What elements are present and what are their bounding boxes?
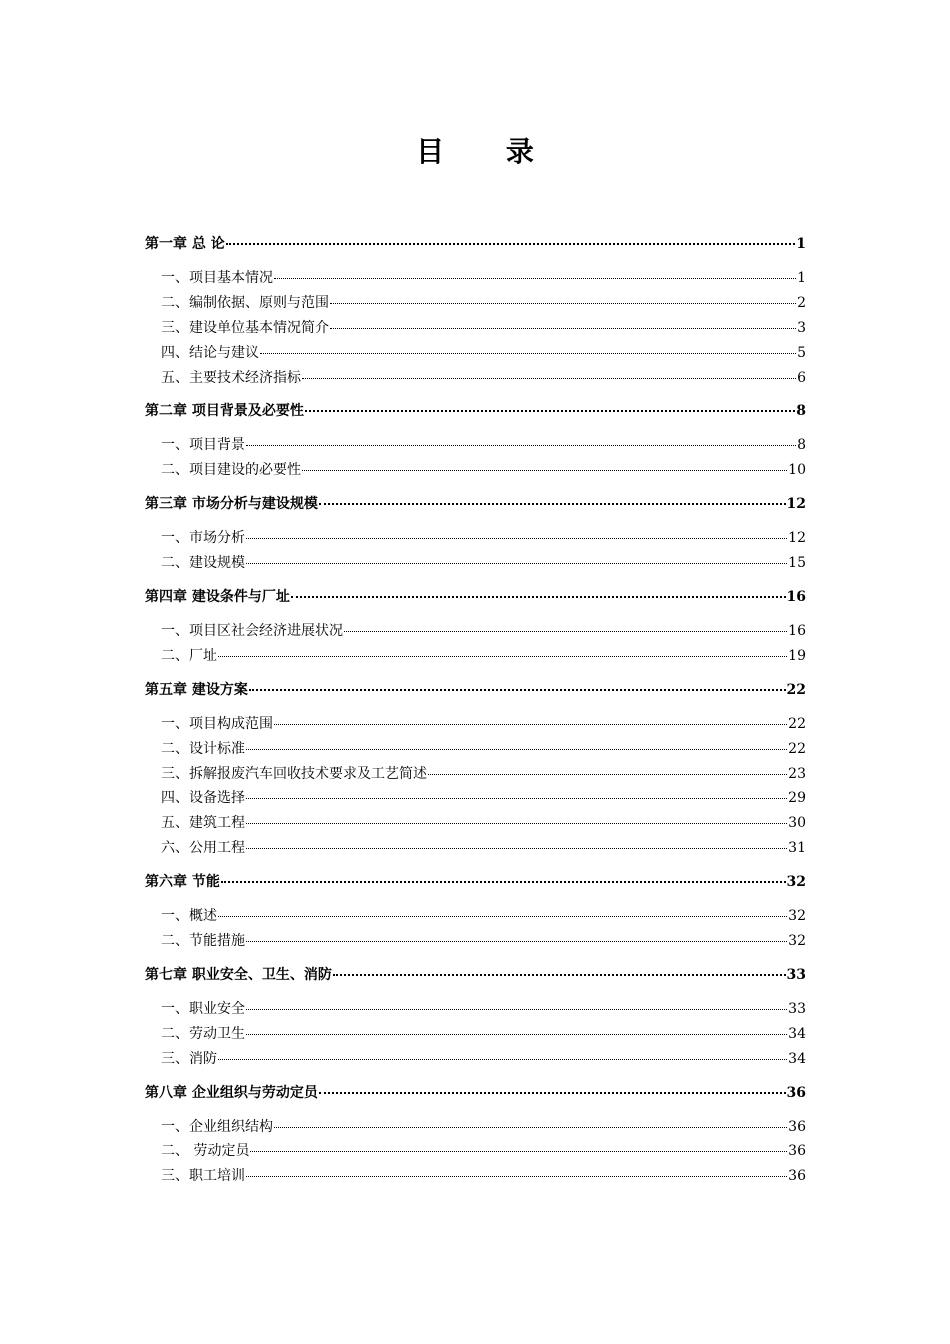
toc-entry-label: 六、公用工程: [161, 840, 245, 857]
toc-leader-dots: [274, 277, 796, 279]
toc-page-number: 36: [786, 1084, 806, 1101]
toc-page-number: 33: [786, 966, 806, 983]
toc-page-number: 19: [788, 647, 806, 664]
toc-leader-dots: [246, 1033, 787, 1035]
toc-chapter-entry[interactable]: [145, 963, 806, 988]
toc-page-number: 8: [796, 403, 806, 420]
toc-leader-dots: [249, 688, 786, 691]
toc-section-entry[interactable]: [145, 619, 806, 644]
toc-entry-label: 一、职业安全: [161, 1000, 245, 1017]
toc-section-entry[interactable]: [145, 997, 806, 1022]
toc-entry-label: 第四章 建设条件与厂址: [145, 589, 290, 606]
toc-page-number: 10: [788, 462, 806, 479]
toc-leader-dots: [344, 630, 787, 632]
toc-page-number: 15: [788, 555, 806, 572]
toc-leader-dots: [221, 880, 786, 883]
toc-page-number: 22: [786, 681, 806, 698]
toc-page-number: 32: [788, 908, 806, 925]
toc-leader-dots: [246, 822, 787, 824]
toc-leader-dots: [246, 444, 796, 446]
toc-entry-label: 五、主要技术经济指标: [161, 369, 301, 386]
toc-section-entry[interactable]: [145, 341, 806, 366]
toc-entry-label: 第七章 职业安全、卫生、消防: [145, 966, 332, 983]
toc-page-number: 32: [786, 874, 806, 891]
toc-entry-label: 一、项目区社会经济进展状况: [161, 623, 343, 640]
toc-entry-label: 第三章 市场分析与建设规模: [145, 496, 318, 513]
toc-section-entry[interactable]: [145, 526, 806, 551]
toc-leader-dots: [246, 748, 787, 750]
toc-section-entry[interactable]: [145, 1164, 806, 1189]
toc-section-entry[interactable]: [145, 929, 806, 954]
toc-leader-dots: [218, 1058, 787, 1060]
toc-section-entry[interactable]: [145, 291, 806, 316]
toc-section-entry[interactable]: [145, 1047, 806, 1072]
toc-entry-label: 一、概述: [161, 908, 217, 925]
toc-section-entry[interactable]: [145, 786, 806, 811]
toc-section-entry[interactable]: [145, 811, 806, 836]
toc-entry-label: 第二章 项目背景及必要性: [145, 403, 304, 420]
toc-page-number: 30: [788, 815, 806, 832]
toc-entry-label: 一、项目背景: [161, 437, 245, 454]
toc-page-number: 36: [788, 1118, 806, 1135]
toc-entry-label: 三、职工培训: [161, 1168, 245, 1185]
toc-entry-label: 一、市场分析: [161, 530, 245, 547]
toc-page-number: 3: [797, 319, 806, 336]
toc-section-entry[interactable]: [145, 904, 806, 929]
toc-page-number: 34: [788, 1025, 806, 1042]
toc-section-entry[interactable]: [145, 551, 806, 576]
toc-leader-dots: [218, 915, 787, 917]
toc-chapter-entry[interactable]: [145, 585, 806, 610]
toc-entry-label: 四、设备选择: [161, 790, 245, 807]
toc-entry-label: 三、消防: [161, 1050, 217, 1067]
toc-leader-dots: [246, 847, 787, 849]
toc-page-number: 6: [797, 369, 806, 386]
toc-entry-label: 第六章 节能: [145, 874, 220, 891]
toc-entry-label: 第八章 企业组织与劳动定员: [145, 1084, 318, 1101]
toc-leader-dots: [291, 595, 786, 598]
toc-section-entry[interactable]: [145, 458, 806, 483]
toc-leader-dots: [246, 537, 787, 539]
toc-page-number: 33: [788, 1000, 806, 1017]
toc-leader-dots: [274, 723, 787, 725]
toc-section-entry[interactable]: [145, 836, 806, 861]
toc-page-number: 29: [788, 790, 806, 807]
toc-entry-label: 二、劳动卫生: [161, 1025, 245, 1042]
toc-leader-dots: [246, 1175, 787, 1177]
toc-entry-label: 五、建筑工程: [161, 815, 245, 832]
toc-entry-label: 三、建设单位基本情况简介: [161, 319, 329, 336]
toc-page-number: 1: [797, 270, 806, 286]
toc-section-entry[interactable]: [145, 737, 806, 762]
toc-page-number: 34: [788, 1050, 806, 1067]
toc-chapter-entry[interactable]: [145, 232, 806, 257]
toc-entry-label: 第五章 建设方案: [145, 681, 248, 698]
toc-section-entry[interactable]: [145, 1139, 806, 1164]
toc-page-number: 5: [797, 344, 806, 361]
toc-leader-dots: [302, 469, 787, 471]
toc-section-entry[interactable]: [145, 316, 806, 341]
toc-leader-dots: [246, 797, 787, 799]
toc-entry-label: 二、节能措施: [161, 933, 245, 950]
toc-leader-dots: [319, 1091, 786, 1094]
toc-leader-dots: [250, 1150, 787, 1152]
toc-section-entry[interactable]: [145, 1115, 806, 1140]
toc-section-entry[interactable]: [145, 433, 806, 458]
toc-section-entry[interactable]: [145, 762, 806, 787]
toc-page-number: 16: [786, 589, 806, 606]
toc-page-number: 31: [788, 840, 806, 857]
toc-leader-dots: [226, 242, 796, 245]
toc-chapter-entry[interactable]: [145, 399, 806, 424]
toc-entry-label: 二、编制依据、原则与范围: [161, 294, 329, 311]
toc-leader-dots: [246, 1008, 787, 1010]
toc-leader-dots: [305, 409, 795, 412]
toc-leader-dots: [274, 1126, 787, 1128]
toc-chapter-entry[interactable]: [145, 870, 806, 895]
toc-section-entry[interactable]: [145, 366, 806, 391]
toc-page-number: 22: [788, 740, 806, 757]
toc-chapter-entry[interactable]: [145, 678, 806, 703]
toc-leader-dots: [260, 352, 796, 354]
toc-entry-label: 二、 劳动定员: [161, 1143, 250, 1160]
toc-section-entry[interactable]: [145, 644, 806, 669]
toc-entry-label: 一、项目构成范围: [161, 715, 273, 732]
toc-entry-label: 二、设计标准: [161, 740, 245, 757]
toc-page-number: 22: [788, 715, 806, 732]
toc-entry-label: 四、结论与建议: [161, 344, 259, 361]
toc-leader-dots: [333, 973, 786, 976]
toc-leader-dots: [302, 377, 796, 379]
toc-entry-label: 一、项目基本情况: [161, 270, 273, 286]
toc-entry-label: 三、拆解报废汽车回收技术要求及工艺简述: [161, 765, 427, 782]
page-title: 目 录: [416, 135, 560, 168]
toc-leader-dots: [218, 655, 787, 657]
toc-page-number: 23: [788, 765, 806, 782]
toc-section-entry[interactable]: [145, 266, 806, 291]
toc-entry-label: 第一章 总 论: [145, 236, 225, 252]
table-of-contents: [145, 232, 806, 1189]
toc-entry-label: 二、厂址: [161, 647, 217, 664]
toc-page-number: 36: [788, 1143, 806, 1160]
toc-page-number: 16: [788, 623, 806, 640]
toc-page-number: 32: [788, 933, 806, 950]
toc-leader-dots: [330, 327, 796, 329]
toc-page-number: 12: [786, 496, 806, 513]
toc-leader-dots: [319, 502, 786, 505]
toc-page-number: 1: [796, 236, 806, 252]
toc-chapter-entry[interactable]: [145, 1081, 806, 1106]
toc-page-number: 12: [788, 530, 806, 547]
toc-entry-label: 二、项目建设的必要性: [161, 462, 301, 479]
toc-page-number: 8: [797, 437, 806, 454]
toc-leader-dots: [428, 773, 787, 775]
toc-chapter-entry[interactable]: [145, 492, 806, 517]
toc-leader-dots: [246, 940, 787, 942]
toc-page-number: 36: [788, 1168, 806, 1185]
toc-page-number: 2: [797, 294, 806, 311]
toc-entry-label: 二、建设规模: [161, 555, 245, 572]
toc-section-entry[interactable]: [145, 712, 806, 737]
toc-leader-dots: [330, 302, 796, 304]
toc-entry-label: 一、企业组织结构: [161, 1118, 273, 1135]
toc-section-entry[interactable]: [145, 1022, 806, 1047]
toc-leader-dots: [246, 562, 787, 564]
